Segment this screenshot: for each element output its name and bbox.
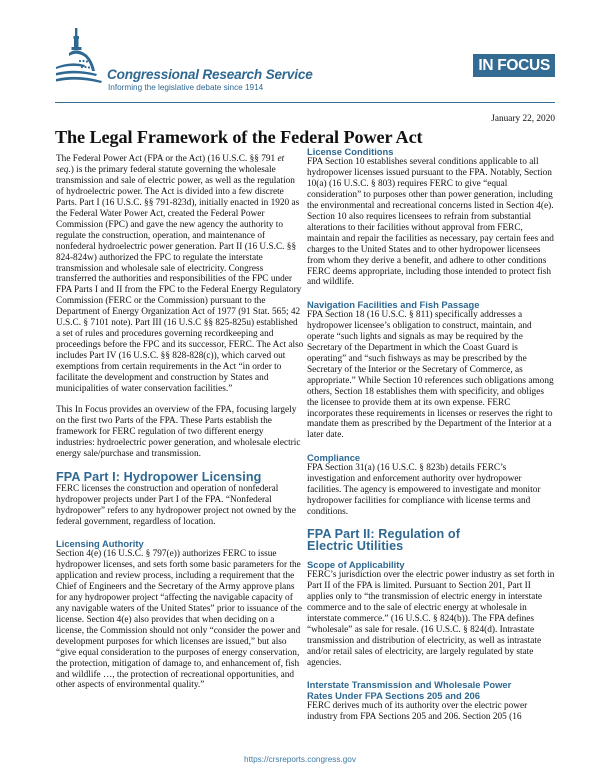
subheading-interstate-line1: Interstate Transmission and Wholesale Power [307,679,512,691]
intro-text: The Federal Power Act (FPA or the Act) (16 U.S.C. §§ 791 [56,154,278,164]
licensing-paragraph: Section 4(e) (16 U.S.C. § 797(e)) authorizes FERC to issue hydropower licenses, and sets forth some basic parameters for the application and review process, including a requirement that the Chief of Engineers and the Secretary of the Army approve plans for any hydropower project “affecting the navigable capacity of any navigable waters of the United States” prior to issuance of the license. Section 4(e) also provides that when deciding on a license, the Commission should not only “consider the power and development purposes for which licenses are issued,” but also “give equal consideration to the purposes of energy conservation, the protection, mitigation of damage to, and enhancement of, fish and wildlife …, the protection of recreational opportunities, and other aspects of environmental quality.” [56,549,303,691]
overview-paragraph: This In Focus provides an overview of the FPA, focusing largely on the first two Parts of the FPA. These Parts establish the framework for FERC regulation of two different energy industries: hydroelectric power generation, and wholesale electric energy sale/purchase and transmission. [56,405,301,460]
section-heading-part2 [307,528,555,552]
intro-text-cont: ) is the primary federal statute governing the wholesale transmission and sale of electric power, as well as the regulation of hydroelectric power. The Act is divided into a few discrete Parts. Part I (16 U.S.C. §§ 791-823d), initially enacted in 1920 as the Federal Water Power Act, created the Federal Power Commission (FPC) and gave the new agency the authority to regulate the construction, operation, and maintenance of nonfederal hydroelectric power generation. Part II (16 U.S.C. §§ 824-824w) authorized the FPC to regulate the interstate transmission and wholesale sale of electricity. Congress transferred the authorities and responsibilities of the FPC under FPA Parts I and II from the FPC to the Federal Energy Regulatory Commission (FERC or the Commission) pursuant to the Department of Energy Organization Act of 1977 (91 Stat. 565; 42 U.S.C. § 7101 note). Part III (16 U.S.C §§ 825-825u) established a set of rules and procedures governing recordkeeping and proceedings before the FPC and its successor, FERC. The Act also includes Part IV (16 U.S.C. §§ 828-828(c)), which carved out exemptions from certain requirements in the Act “in order to facilitate the development and construction by States and municipalities of water conservation facilities.” [56,164,304,395]
navigation-paragraph: FPA Section 18 (16 U.S.C. § 811) specifically addresses a hydropower licensee’s obligation to construct, maintain, and operate “such lights and signals as may be required by the Secretary of the Department in which the Coast Guard is operating” and “such fishways as may be prescribed by the Secretary of the Interior or the Secretary of Commerce, as appropriate.” While Section 10 references such obligations among others, Section 18 establishes them with specificity, and obliges the licensee to provide them at its own expense. FERC incorporates these requirements in licenses or reserves the right to mandate them as prescribed by the Department of the Interior at a later date. [307,309,554,441]
section-heading-part2-line1: FPA Part II: Regulation of [307,527,461,542]
footer-url-link[interactable]: https://crsreports.congress.gov [244,755,356,764]
header-divider [55,102,555,103]
conditions-paragraph: FPA Section 10 establishes several conditions applicable to all hydropower licenses issued pursuant to the FPA. Notably, Section 10(a) (16 U.S.C. § 803) requires FERC to give “equal consideration” to purposes other than power generation, including the environmental and recreational concerns listed in Section 4(e). Section 10 also requires licensees to refrain from substantial alterations to their facilities without approval from FERC, maintain and repair the facilities as necessary, pay certain fees and charges to the United States and to other hydropower licensees from whom they derive a benefit, and adhere to other conditions FERC deems appropriate, including those intended to protect fish and wildlife. [307,157,554,288]
right-column [307,146,555,723]
scope-paragraph: FERC’s jurisdiction over the electric power industry as set forth in Part II of the FPA is limited. Pursuant to Section 201, Part II applies only to “the transmission of electric energy in interstate commerce and to the sale of electric energy at wholesale in interstate commerce.” (16 U.S.C. § 824(b)). The FPA defines “wholesale” as sale for resale. (16 U.S.C. § 824(d). Intrastate transmission and distribution of electricity, as well as intrastate and/or retail sales of electricity, are largely regulated by state agencies. [307,570,555,668]
intro-paragraph [56,154,304,395]
subheading-interstate-line2: Rates Under FPA Sections 205 and 206 [307,690,480,702]
section-heading-part2-line2: Electric Utilities [307,539,404,554]
document-title: The Legal Framework of the Federal Power Act [55,127,423,147]
report-header [55,26,555,101]
capitol-dome-icon [55,26,107,86]
subheading-scope: Scope of Applicability [307,559,405,571]
intro-emphasis: et seq. [56,154,285,175]
subheading-navigation: Navigation Facilities and Fish Passage [307,298,480,310]
subheading-compliance: Compliance [307,451,361,463]
publication-date: January 22, 2020 [491,114,555,124]
subheading-licensing-authority: Licensing Authority [56,538,144,550]
part1-paragraph: FERC licenses the construction and operation of nonfederal hydropower projects under Part I of the FPA. “Nonfederal hydropower” refers to any hydropower project not owned by the federal government, regardless of location. [56,483,296,527]
left-column [56,154,304,691]
interstate-paragraph: FERC derives much of its authority over the electric power industry from FPA Sections 205 and 206. Section 205 (16 [307,701,528,723]
in-focus-badge: IN FOCUS [473,54,555,77]
organization-name: Congressional Research Service [107,67,313,82]
organization-tagline: Informing the legislative debate since 1914 [108,83,264,92]
subheading-license-conditions: License Conditions [307,146,394,157]
subheading-interstate [307,679,555,701]
compliance-paragraph: FPA Section 31(a) (16 U.S.C. § 823b) details FERC’s investigation and enforcement authority over hydropower facilities. The agency is empowered to investigate and monitor hydropower facilities for compliance with license terms and conditions. [307,462,541,517]
section-heading-part1: FPA Part I: Hydropower Licensing [56,469,262,484]
